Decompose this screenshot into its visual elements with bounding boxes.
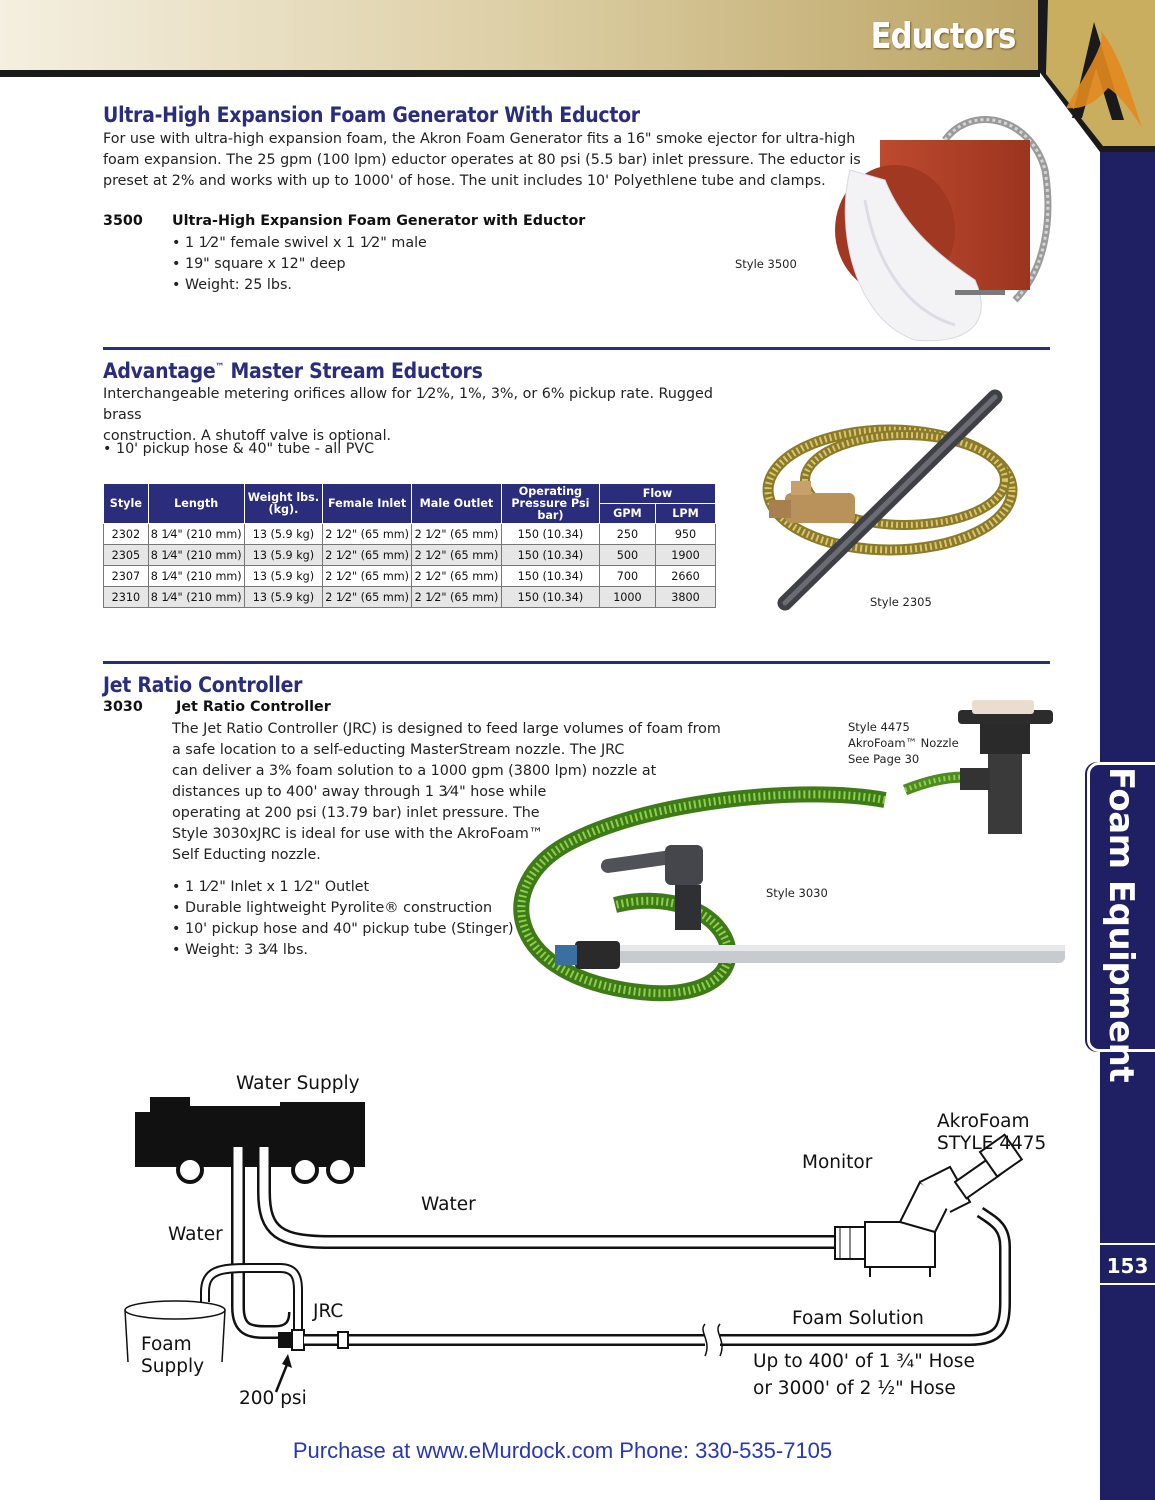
table-cell: 13 (5.9 kg)	[244, 524, 323, 545]
section-title: Eductors	[870, 16, 1015, 57]
section2-desc-line: construction. A shutoff valve is optional.	[103, 428, 392, 444]
col-header-operating-pressure: Operating Pressure Psi bar)	[501, 484, 599, 524]
table-cell: 1900	[655, 545, 715, 566]
diagram-akrofoam-label: AkroFoam	[937, 1111, 1030, 1132]
section3-desc-line: The Jet Ratio Controller (JRC) is designed to feed large volumes of foam from	[172, 721, 721, 737]
section3-bullets	[172, 877, 514, 961]
table-cell: 2305	[104, 545, 149, 566]
section2-desc-line: Interchangeable metering orifices allow for 1⁄2%, 1%, 3%, or 6% pickup rate. Rugged brass	[103, 386, 713, 423]
diagram-water-mid-label: Water	[421, 1194, 476, 1215]
section3-desc-line: operating at 200 psi (13.79 bar) inlet pressure. The	[172, 805, 540, 821]
section1-desc-line: For use with ultra-high expansion foam, the Akron Foam Generator fits a 16" smoke ejector for ultra-high	[103, 131, 856, 147]
list-item: • Durable lightweight Pyrolite® construction	[172, 898, 514, 919]
section2-title-rest: Master Stream Eductors	[224, 359, 483, 383]
trademark-mark: ™	[215, 362, 225, 373]
table-cell: 8 1⁄4" (210 mm)	[148, 566, 244, 587]
section1-desc-line: preset at 2% and works with up to 1000' of hose. The unit includes 10' Polyethlene tube and clamps.	[103, 173, 826, 189]
diagram-water-supply-label: Water Supply	[236, 1073, 360, 1094]
table-cell: 2 1⁄2" (65 mm)	[412, 524, 502, 545]
list-item: • 10' pickup hose and 40" pickup tube (Stinger)	[172, 919, 514, 940]
style-2305-caption: Style 2305	[870, 595, 932, 609]
section3-desc-line: Self Educting nozzle.	[172, 847, 321, 863]
table-cell: 3800	[655, 587, 715, 608]
table-cell: 150 (10.34)	[501, 524, 599, 545]
table-cell: 500	[599, 545, 655, 566]
nozzle-caption-line: AkroFoam™ Nozzle	[848, 736, 959, 750]
col-header-lpm: LPM	[655, 504, 715, 524]
diagram-monitor-label: Monitor	[802, 1152, 873, 1173]
table-cell: 2 1⁄2" (65 mm)	[323, 524, 412, 545]
col-header-length: Length	[148, 484, 244, 524]
table-row	[104, 566, 716, 587]
nozzle-caption-line: See Page 30	[848, 752, 920, 766]
section1-model-name: Ultra-High Expansion Foam Generator with Eductor	[172, 213, 586, 229]
table-cell: 2310	[104, 587, 149, 608]
section1-description	[103, 129, 863, 192]
col-header-weight: Weight lbs. (kg).	[244, 484, 323, 524]
table-cell: 2307	[104, 566, 149, 587]
list-item: • 1 1⁄2" female swivel x 1 1⁄2" male	[172, 233, 427, 254]
section3-desc-line: Style 3030xJRC is ideal for use with the AkroFoam™	[172, 826, 544, 842]
table-cell: 13 (5.9 kg)	[244, 545, 323, 566]
table-cell: 13 (5.9 kg)	[244, 566, 323, 587]
col-header-female-inlet: Female Inlet	[323, 484, 412, 524]
nozzle-caption-line: Style 4475	[848, 720, 910, 734]
table-cell: 8 1⁄4" (210 mm)	[148, 545, 244, 566]
side-tab-label: Foam Equipment	[1101, 767, 1141, 1083]
style-3500-caption: Style 3500	[735, 257, 797, 271]
section1-title: Ultra-High Expansion Foam Generator With Eductor	[103, 103, 640, 127]
style-3030-caption: Style 3030	[766, 886, 828, 900]
diagram-hose-label-1: Up to 400' of 1 ¾" Hose	[753, 1351, 975, 1372]
list-item: • 19" square x 12" deep	[172, 254, 427, 275]
col-header-male-outlet: Male Outlet	[412, 484, 502, 524]
list-item: • Weight: 3 3⁄4 lbs.	[172, 940, 514, 961]
header-rule	[0, 70, 1040, 77]
section1-bullets	[172, 233, 427, 296]
fire-truck-icon	[135, 1097, 365, 1182]
list-item: • Weight: 25 lbs.	[172, 275, 427, 296]
section3-desc-line: distances up to 400' away through 1 3⁄4" hose while	[172, 784, 547, 800]
jet-ratio-controller-image	[505, 775, 1095, 1055]
table-cell: 150 (10.34)	[501, 545, 599, 566]
diagram-foam-solution-label: Foam Solution	[792, 1308, 924, 1329]
table-cell: 700	[599, 566, 655, 587]
section3-desc-line: a safe location to a self-educting MasterStream nozzle. The JRC	[172, 742, 625, 758]
diagram-foam-supply-label-2: Supply	[141, 1356, 205, 1377]
section3-title: Jet Ratio Controller	[103, 673, 303, 697]
table-cell: 2 1⁄2" (65 mm)	[412, 587, 502, 608]
table-row	[104, 587, 716, 608]
table-cell: 8 1⁄4" (210 mm)	[148, 587, 244, 608]
table-cell: 2 1⁄2" (65 mm)	[412, 566, 502, 587]
section2-title-main: Advantage	[103, 359, 216, 383]
list-item: • 1 1⁄2" Inlet x 1 1⁄2" Outlet	[172, 877, 514, 898]
eductor-spec-table	[103, 483, 716, 608]
table-row	[104, 524, 716, 545]
table-cell: 2 1⁄2" (65 mm)	[323, 587, 412, 608]
list-item: • 10' pickup hose & 40" tube - all PVC	[103, 439, 374, 460]
col-header-flow: Flow	[599, 484, 715, 504]
col-header-style: Style	[104, 484, 149, 524]
table-cell: 8 1⁄4" (210 mm)	[148, 524, 244, 545]
table-cell: 150 (10.34)	[501, 587, 599, 608]
diagram-pressure-label: 200 psi	[239, 1388, 307, 1409]
table-cell: 2660	[655, 566, 715, 587]
col-header-gpm: GPM	[599, 504, 655, 524]
table-row	[104, 545, 716, 566]
table-cell: 250	[599, 524, 655, 545]
section1-model-number: 3500	[103, 213, 143, 229]
section1-desc-line: foam expansion. The 25 gpm (100 lpm) eductor operates at 80 psi (5.5 bar) inlet pressure. The eductor is	[103, 152, 861, 168]
section3-desc-line: can deliver a 3% foam solution to a 1000 gpm (3800 lpm) nozzle at	[172, 763, 657, 779]
table-cell: 2 1⁄2" (65 mm)	[323, 566, 412, 587]
table-cell: 2 1⁄2" (65 mm)	[412, 545, 502, 566]
table-cell: 2302	[104, 524, 149, 545]
section3-model-name: Jet Ratio Controller	[176, 699, 331, 715]
table-cell: 150 (10.34)	[501, 566, 599, 587]
diagram-water-left-label: Water	[168, 1224, 223, 1245]
diagram-foam-supply-label: Foam	[141, 1334, 192, 1355]
footer-purchase-link[interactable]: Purchase at www.eMurdock.com Phone: 330-535-7105	[292, 1438, 833, 1463]
section3-model-number: 3030	[103, 699, 143, 715]
section-divider	[103, 661, 1050, 664]
page-number: 153	[1100, 1243, 1155, 1285]
diagram-akrofoam-style-label: STYLE 4475	[937, 1133, 1047, 1154]
table-cell: 2 1⁄2" (65 mm)	[323, 545, 412, 566]
table-cell: 1000	[599, 587, 655, 608]
section2-title	[103, 359, 483, 383]
diagram-jrc-label: JRC	[313, 1301, 344, 1322]
section2-description	[103, 384, 743, 447]
table-cell: 13 (5.9 kg)	[244, 587, 323, 608]
foam-generator-image	[795, 110, 1060, 345]
section2-bullets	[103, 439, 374, 460]
section-divider	[103, 347, 1050, 350]
diagram-hose-label-2: or 3000' of 2 ½" Hose	[753, 1378, 956, 1399]
table-cell: 950	[655, 524, 715, 545]
